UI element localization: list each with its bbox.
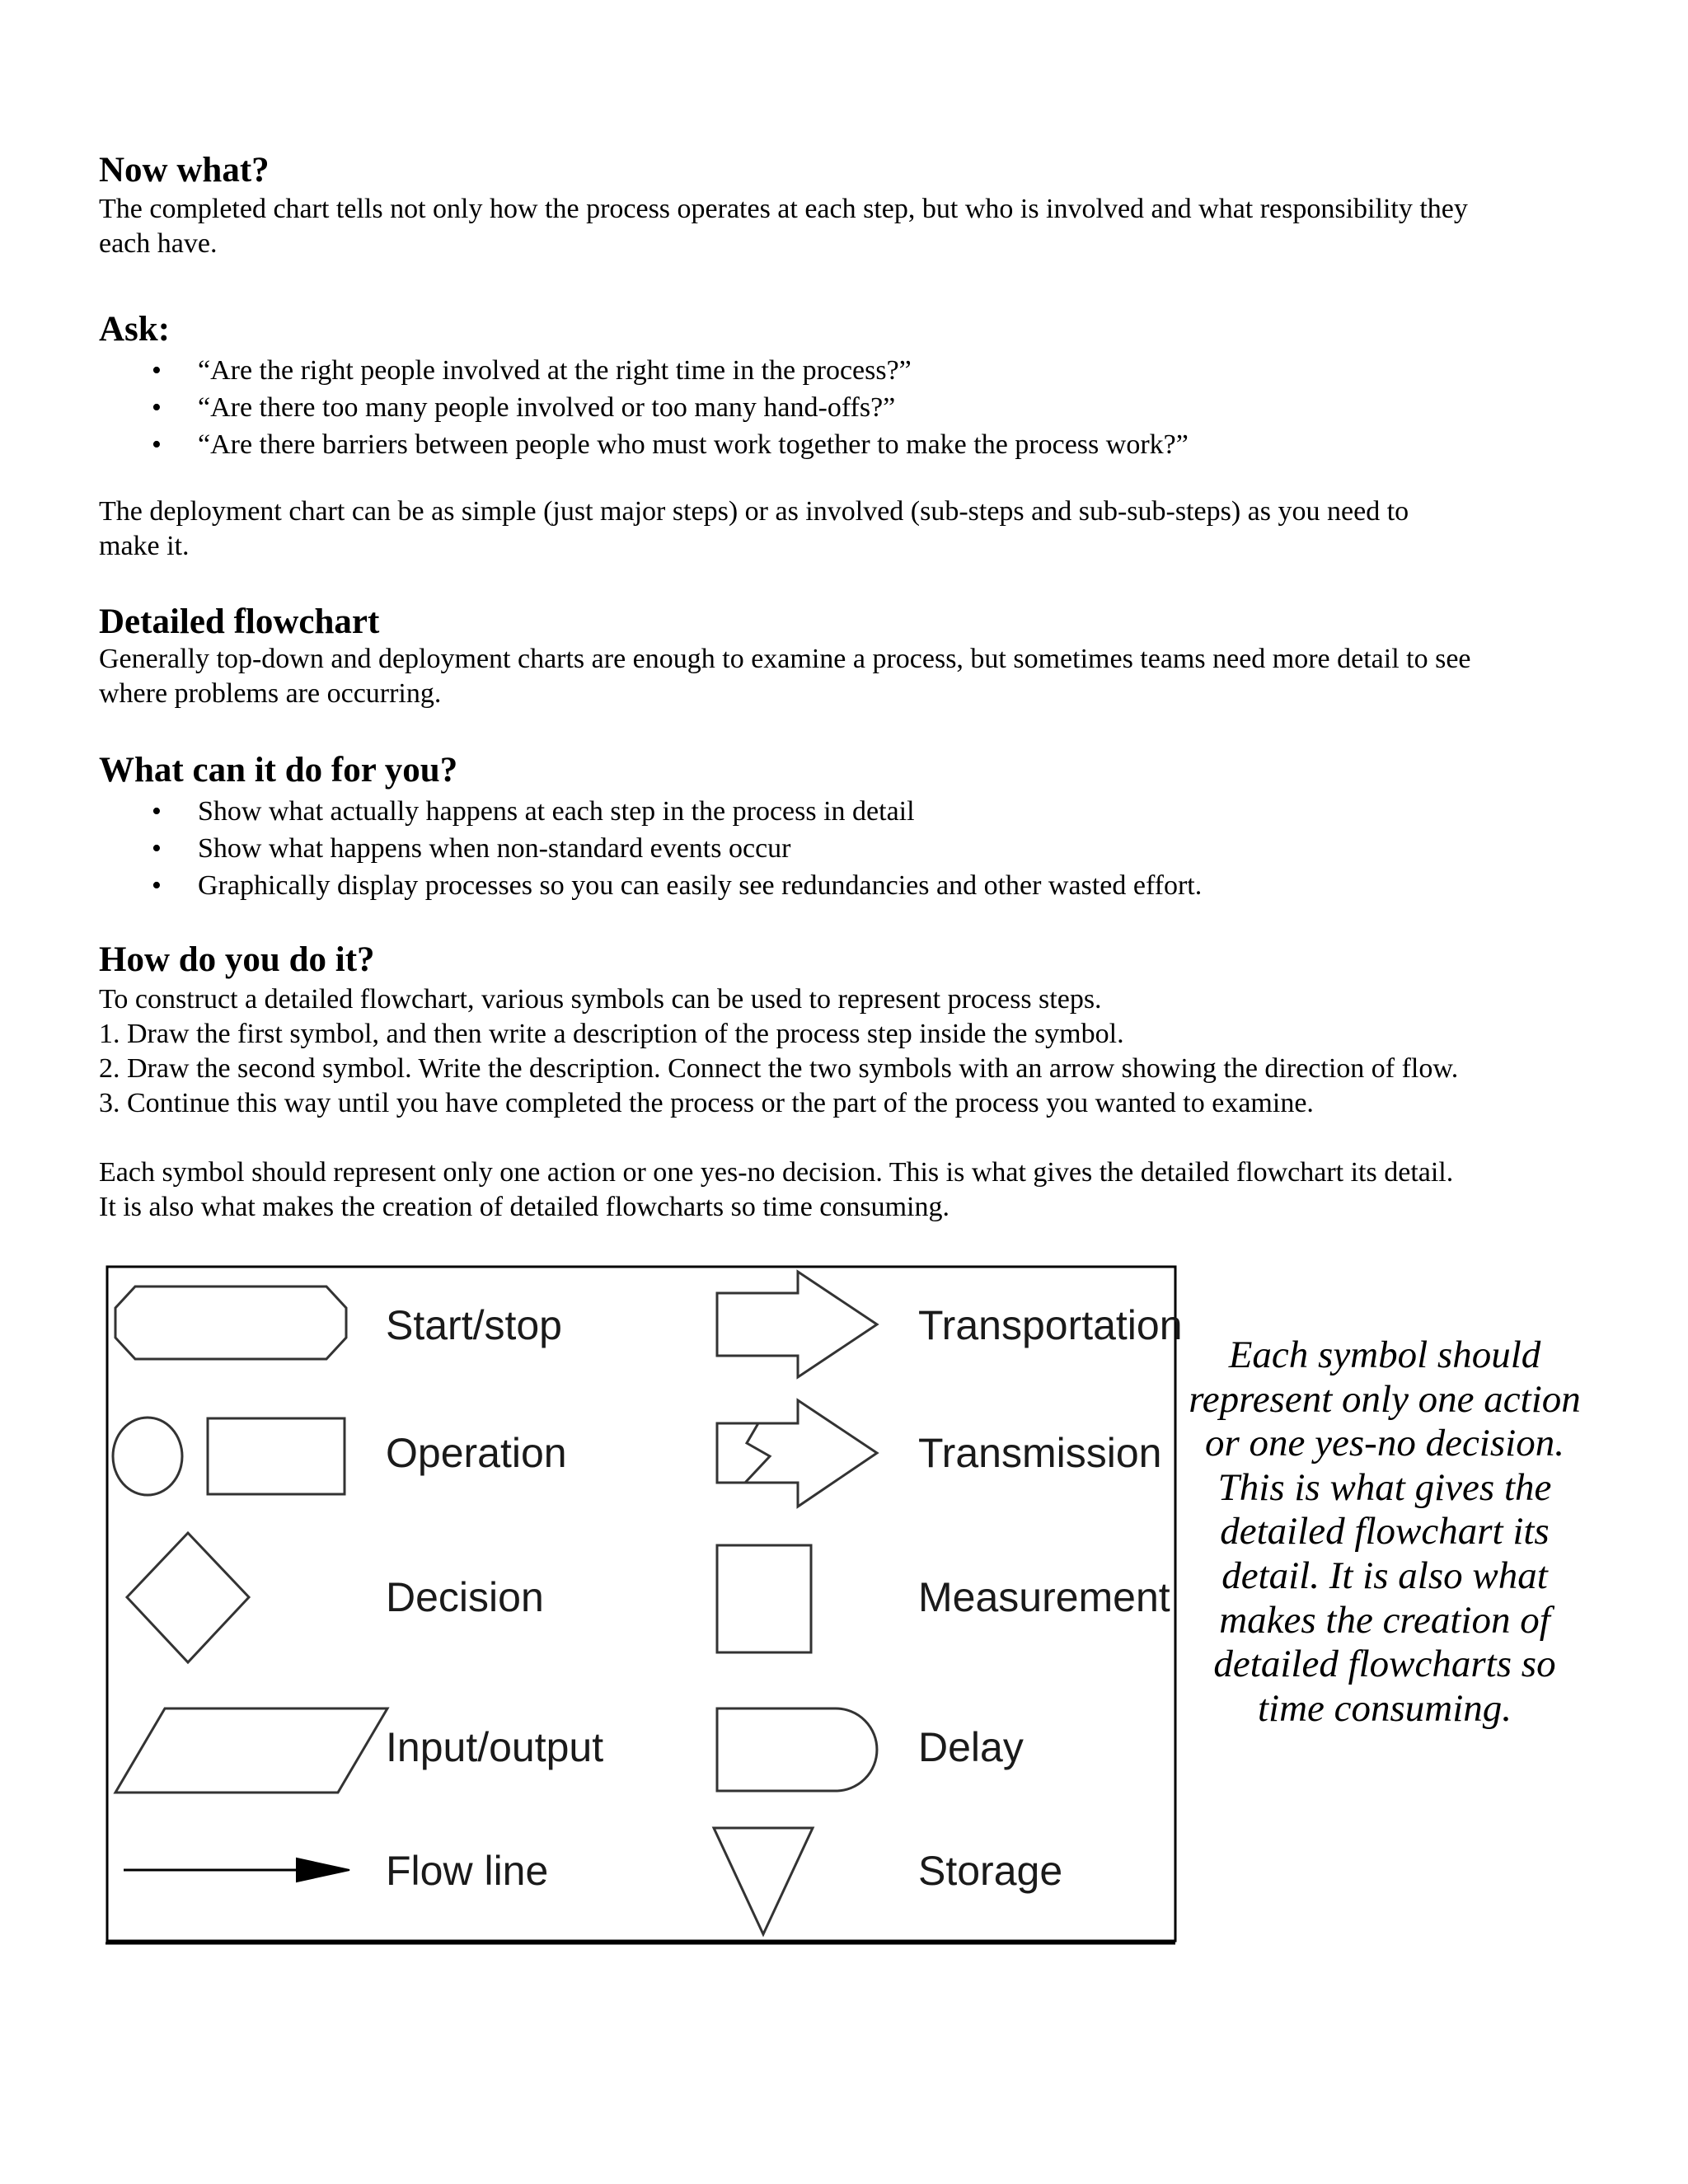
- symbol-note-line: It is also what makes the creation of detailed flowcharts so time consuming.: [99, 1192, 950, 1222]
- now-what-line: The completed chart tells not only how the process operates at each step, but who is involved and what responsibility they: [99, 194, 1468, 224]
- how-step-line: 2. Draw the second symbol. Write the description. Connect the two symbols with an arrow showing the direction of flow.: [99, 1053, 1459, 1084]
- what-can-it-do-item: • Show what happens when non-standard events occur: [99, 830, 1202, 867]
- callout-line: time consuming.: [1257, 1686, 1512, 1730]
- symbol-note-line: Each symbol should represent only one action or one yes-no decision. This is what gives the detailed flowchart its detail.: [99, 1157, 1454, 1188]
- deployment-line: make it.: [99, 531, 190, 561]
- now-what-heading: Now what?: [99, 151, 270, 190]
- how-step-line: To construct a detailed flowchart, various symbols can be used to represent process steps.: [99, 984, 1102, 1015]
- ask-list-item: • “Are the right people involved at the right time in the process?”: [99, 352, 1189, 389]
- ask-heading: Ask:: [99, 310, 171, 349]
- transmission-label: Transmission: [918, 1430, 1162, 1476]
- delay-label: Delay: [918, 1724, 1024, 1770]
- callout-line: makes the creation of: [1219, 1598, 1550, 1642]
- ask-list: [99, 352, 1189, 463]
- operation-label: Operation: [386, 1430, 567, 1476]
- what-can-it-do-item: • Show what actually happens at each step in the process in detail: [99, 793, 1202, 830]
- callout-line: represent only one action: [1189, 1377, 1581, 1421]
- what-can-it-do-heading: What can it do for you?: [99, 751, 458, 790]
- measurement-label: Measurement: [918, 1574, 1170, 1620]
- callout-line: detail. It is also what: [1221, 1554, 1548, 1597]
- symbol-note-paragraph: [99, 1155, 1615, 1225]
- storage-label: Storage: [918, 1848, 1063, 1894]
- ask-list-item: • “Are there barriers between people who must work together to make the process work?”: [99, 426, 1189, 463]
- what-can-it-do-item: • Graphically display processes so you can easily see redundancies and other wasted effort.: [99, 867, 1202, 904]
- how-do-you-do-it-heading: How do you do it?: [99, 940, 375, 979]
- callout-line: or one yes-no decision.: [1205, 1422, 1564, 1465]
- flow-line-label: Flow line: [386, 1848, 549, 1894]
- start-stop-label: Start/stop: [386, 1302, 562, 1348]
- symbol-callout: [1179, 1333, 1591, 1731]
- transportation-label: Transportation: [918, 1302, 1183, 1348]
- detailed-flowchart-heading: Detailed flowchart: [99, 602, 380, 641]
- what-can-it-do-list: [99, 793, 1202, 904]
- callout-line: This is what gives the: [1217, 1465, 1552, 1509]
- how-do-you-do-it-steps: [99, 982, 1615, 1121]
- input-output-label: Input/output: [386, 1724, 604, 1770]
- detailed-flowchart-paragraph: [99, 642, 1615, 711]
- deployment-line: The deployment chart can be as simple (just major steps) or as involved (sub-steps and sub-sub-steps) as you need to: [99, 496, 1409, 527]
- decision-label: Decision: [386, 1574, 544, 1620]
- callout-line: detailed flowcharts so: [1213, 1643, 1556, 1686]
- detailed-flowchart-line: where problems are occurring.: [99, 678, 442, 709]
- callout-line: detailed flowchart its: [1220, 1510, 1550, 1554]
- flowchart-symbols-legend: [106, 1265, 1183, 1945]
- detailed-flowchart-line: Generally top-down and deployment charts are enough to examine a process, but sometimes teams need more detail to see: [99, 644, 1471, 674]
- now-what-paragraph: [99, 192, 1615, 261]
- how-step-line: 1. Draw the first symbol, and then write a description of the process step inside the symbol.: [99, 1019, 1124, 1049]
- deployment-paragraph: [99, 494, 1615, 564]
- callout-line: Each symbol should: [1228, 1333, 1541, 1376]
- ask-list-item: • “Are there too many people involved or too many hand-offs?”: [99, 389, 1189, 426]
- now-what-line: each have.: [99, 228, 218, 259]
- how-step-line: 3. Continue this way until you have completed the process or the part of the process you wanted to examine.: [99, 1088, 1314, 1118]
